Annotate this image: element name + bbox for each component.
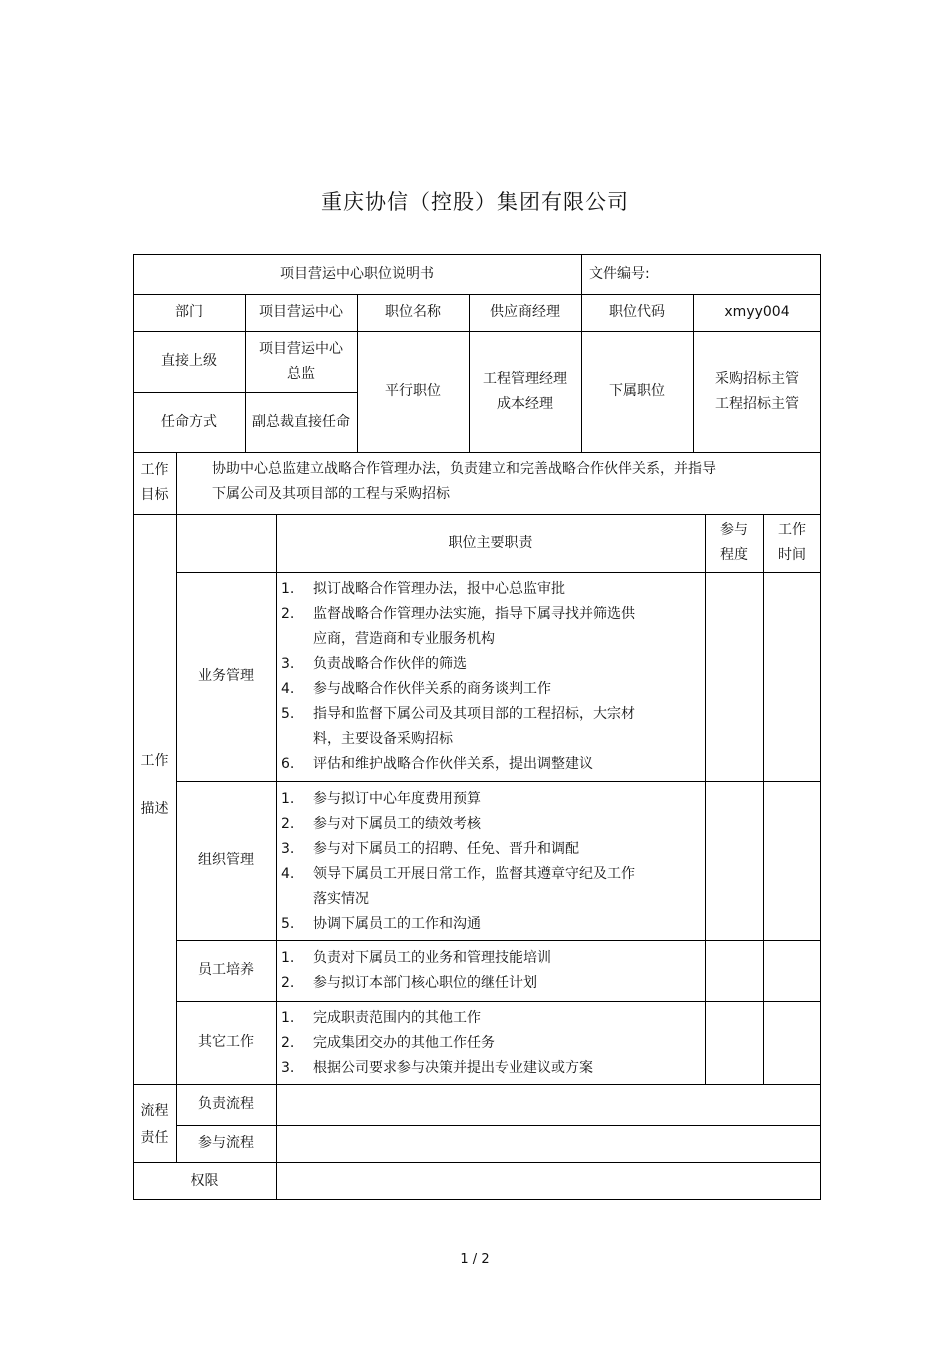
list-item: 5. 指导和监督下属公司及其项目部的工程招标，大宗材 料，主要设备采购招标 xyxy=(281,706,635,747)
section-training: 员工培养 xyxy=(198,962,254,978)
subordinate-label: 下属职位 xyxy=(609,383,665,399)
list-item: 1. 完成职责范围内的其他工作 xyxy=(281,1010,481,1026)
list-item: 3. 负责战略合作伙伴的筛选 xyxy=(281,656,467,672)
organization-duties-list xyxy=(276,787,696,937)
list-item: 2. 参与对下属员工的绩效考核 xyxy=(281,816,481,832)
other-duties-list xyxy=(276,1006,696,1081)
superior-label: 直接上级 xyxy=(161,353,217,369)
goal-text-line-2: 下属公司及其项目部的工程与采购招标 xyxy=(212,486,450,502)
dept-value: 项目营运中心 xyxy=(259,304,343,320)
list-item: 2. 监督战略合作管理办法实施，指导下属寻找并筛选供 应商，营造商和专业服务机构 xyxy=(281,606,635,647)
list-item: 3. 参与对下属员工的招聘、任免、晋升和调配 xyxy=(281,841,579,857)
peer-position-label: 平行职位 xyxy=(385,383,441,399)
doc-title: 项目营运中心职位说明书 xyxy=(280,265,434,282)
section-business: 业务管理 xyxy=(198,668,254,684)
list-item: 3. 根据公司要求参与决策并提出专业建议或方案 xyxy=(281,1060,593,1076)
work-description-label-2: 描述 xyxy=(140,801,169,817)
position-value: 供应商经理 xyxy=(490,304,560,320)
peer-position-values xyxy=(469,331,581,452)
list-item: 4. 领导下属员工开展日常工作，监督其遵章守纪及工作 落实情况 xyxy=(281,866,635,907)
responsible-process-label: 负责流程 xyxy=(198,1096,254,1112)
peer-position-2: 成本经理 xyxy=(497,395,553,412)
duties-header: 职位主要职责 xyxy=(448,534,533,551)
list-item: 1. 拟订战略合作管理办法，报中心总监审批 xyxy=(281,581,565,597)
appointment-label: 任命方式 xyxy=(161,413,217,430)
company-title: 重庆协信（控股）集团有限公司 xyxy=(321,190,629,214)
position-code-value: xmyy004 xyxy=(724,304,790,320)
page-indicator: 1 / 2 xyxy=(460,1252,490,1267)
authority-label: 权限 xyxy=(190,1172,219,1189)
process-label-2: 责任 xyxy=(140,1130,169,1146)
section-other: 其它工作 xyxy=(198,1034,254,1050)
work-time-header: 工作时间 xyxy=(778,522,806,563)
participation-header: 参与程度 xyxy=(720,522,748,563)
business-duties-list xyxy=(276,577,696,777)
subordinate-2: 工程招标主管 xyxy=(715,395,799,412)
participate-process-label: 参与流程 xyxy=(198,1135,254,1151)
list-item: 1. 参与拟订中心年度费用预算 xyxy=(281,791,481,807)
position-code-label: 职位代码 xyxy=(609,304,665,320)
section-organization: 组织管理 xyxy=(198,852,254,868)
file-number-label: 文件编号: xyxy=(589,265,650,282)
work-description-label-1: 工作 xyxy=(140,753,169,769)
position-label: 职位名称 xyxy=(385,304,441,320)
list-item: 1. 负责对下属员工的业务和管理技能培训 xyxy=(281,950,551,966)
goal-text xyxy=(212,457,812,509)
goal-text-line-1: 协助中心总监建立战略合作管理办法，负责建立和完善战略合作伙伴关系，并指导 xyxy=(212,461,716,477)
process-responsibility-label xyxy=(133,1098,176,1152)
list-item: 5. 协调下属员工的工作和沟通 xyxy=(281,916,481,932)
list-item: 6. 评估和维护战略合作伙伴关系，提出调整建议 xyxy=(281,756,593,772)
subordinate-1: 采购招标主管 xyxy=(715,370,799,387)
appointment-value: 副总裁直接任命 xyxy=(252,413,350,430)
training-duties-list xyxy=(276,946,696,996)
goal-label xyxy=(133,452,176,514)
work-description-label xyxy=(133,749,176,819)
superior-value: 项目营运中心总监 xyxy=(259,340,343,382)
list-item: 4. 参与战略合作伙伴关系的商务谈判工作 xyxy=(281,681,551,697)
process-label-1: 流程 xyxy=(140,1103,169,1119)
list-item: 2. 参与拟订本部门核心职位的继任计划 xyxy=(281,975,537,991)
subordinate-values xyxy=(693,331,821,452)
list-item: 2. 完成集团交办的其他工作任务 xyxy=(281,1035,495,1051)
peer-position-1: 工程管理经理 xyxy=(483,370,567,387)
goal-label-text: 工作目标 xyxy=(140,462,169,503)
dept-label: 部门 xyxy=(175,304,203,320)
